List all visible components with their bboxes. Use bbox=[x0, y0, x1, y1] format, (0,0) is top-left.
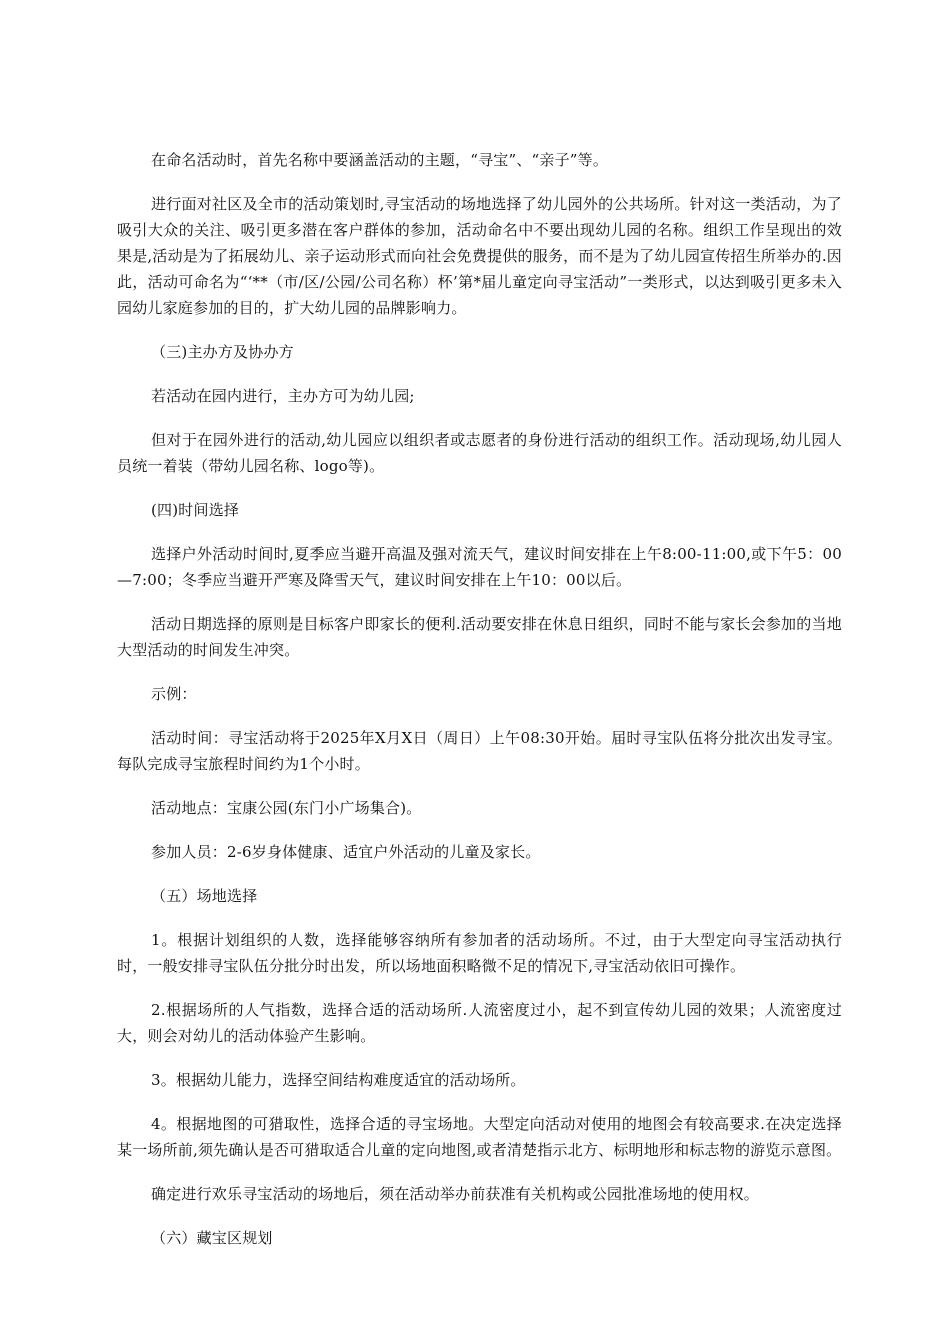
paragraph-organizer-in-school: 若活动在园内进行，主办方可为幼儿园; bbox=[151, 387, 415, 405]
paragraph-venue-difficulty: 3。根据幼儿能力，选择空间结构难度适宜的活动场所。 bbox=[151, 1071, 526, 1089]
paragraph-date-principle: 活动日期选择的原则是目标客户即家长的便利.活动要安排在休息日组织，同时不能与家长会参加的当地大型活动的时间发生冲突。 bbox=[117, 615, 842, 659]
paragraph-naming-theme: 在命名活动时，首先名称中要涵盖活动的主题，“寻宝”、“亲子”等。 bbox=[151, 151, 609, 169]
section-heading-venue-selection: （五）场地选择 bbox=[151, 887, 258, 905]
paragraph-example-participants: 参加人员：2-6岁身体健康、适宜户外活动的儿童及家长。 bbox=[151, 843, 541, 861]
section-heading-organizers: （三)主办方及协办方 bbox=[151, 343, 294, 361]
paragraph-naming-public-venue: 进行面对社区及全市的活动策划时,寻宝活动的场地选择了幼儿园外的公共场所。针对这一类活动，为了吸引大众的关注、吸引更多潜在客户群体的参加，活动命名中不要出现幼儿园的名称。组织工作呈现出的效果是,活动是为了拓展幼儿、亲子运动形式而向社会免费提供的服务，而不是为了幼儿园宣传招生所举办的.因此，活动可命名为“‘**（市/区/公园/公司名称）杯’第*届儿童定向寻宝活动”一类形式，以达到吸引更多未入园幼儿家庭参加的目的，扩大幼儿园的品牌影响力。 bbox=[117, 195, 842, 317]
paragraph-example-label: 示例： bbox=[151, 685, 197, 703]
section-heading-treasure-zone: （六）藏宝区规划 bbox=[151, 1229, 273, 1247]
paragraph-venue-map: 4。根据地图的可猎取性，选择合适的寻宝场地。大型定向活动对使用的地图会有较高要求.在决定选择某一场所前,须先确认是否可猎取适合儿童的定向地图,或者清楚指示北方、标明地形和标志物的游览示意图。 bbox=[117, 1115, 842, 1159]
document-body bbox=[117, 147, 842, 1269]
paragraph-venue-capacity: 1。根据计划组织的人数，选择能够容纳所有参加者的活动场所。不过，由于大型定向寻宝活动执行时，一般安排寻宝队伍分批分时出发，所以场地面积略微不足的情况下,寻宝活动依旧可操作。 bbox=[117, 931, 842, 975]
paragraph-example-location: 活动地点：宝康公园(东门小广场集合)。 bbox=[151, 799, 422, 817]
paragraph-organizer-outside: 但对于在园外进行的活动,幼儿园应以组织者或志愿者的身份进行活动的组织工作。活动现场,幼儿园人员统一着装（带幼儿园名称、logo等)。 bbox=[117, 431, 842, 475]
paragraph-venue-permission: 确定进行欢乐寻宝活动的场地后，须在活动举办前获准有关机构或公园批准场地的使用权。 bbox=[151, 1185, 760, 1203]
paragraph-example-time: 活动时间：寻宝活动将于2025年X月X日（周日）上午08:30开始。届时寻宝队伍将分批次出发寻宝。每队完成寻宝旅程时间约为1个小时。 bbox=[117, 729, 842, 773]
paragraph-time-recommendation: 选择户外活动时间时,夏季应当避开高温及强对流天气，建议时间安排在上午8:00-11:00,或下午5：00—7:00；冬季应当避开严寒及降雪天气，建议时间安排在上午10：00以后。 bbox=[117, 545, 842, 589]
section-heading-time-selection: (四)时间选择 bbox=[151, 501, 240, 519]
paragraph-venue-popularity: 2.根据场所的人气指数，选择合适的活动场所.人流密度过小，起不到宣传幼儿园的效果；人流密度过大，则会对幼儿的活动体验产生影响。 bbox=[117, 1001, 842, 1045]
